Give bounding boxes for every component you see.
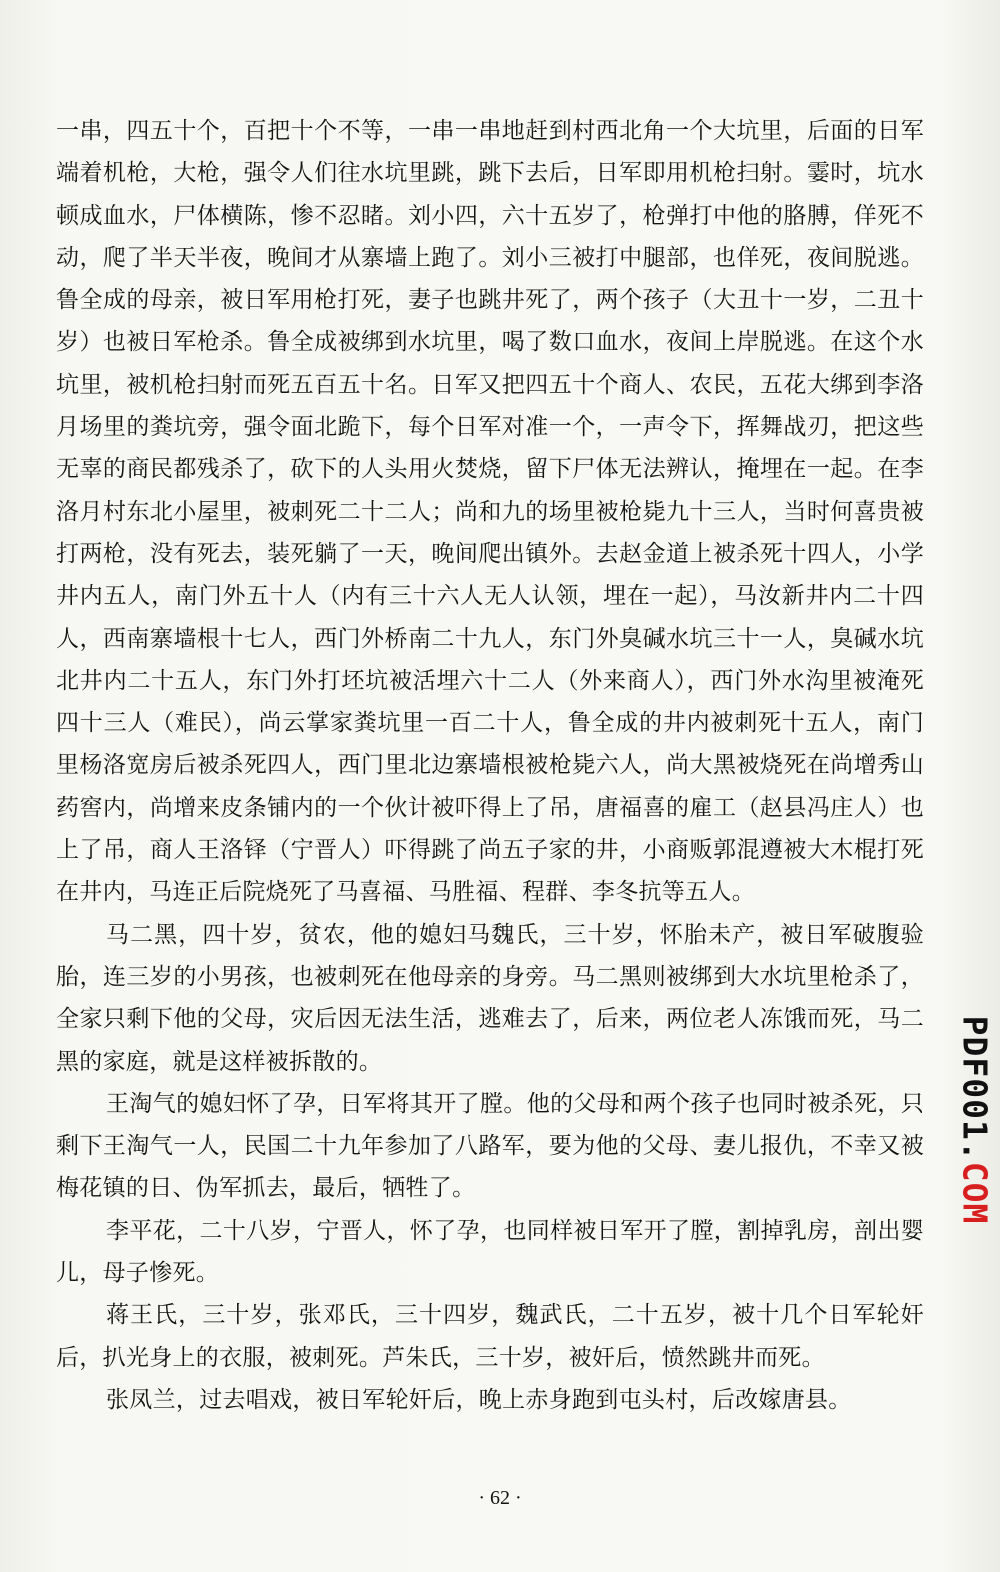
paragraph-massacre-account: 一串，四五十个，百把十个不等，一串一串地赶到村西北角一个大坑里，后面的日军端着机枪，大枪，强令人们往水坑里跳，跳下去后，日军即用机枪扫射。霎时，坑水顿成血水，尸体横陈，惨不忍睹。刘小四，六十五岁了，枪弹打中他的胳膊，佯死不动，爬了半天半夜，晚间才从寨墙上跑了。刘小三被打中腿部，也佯死，夜间脱逃。鲁全成的母亲，被日军用枪打死，妻子也跳井死了，两个孩子（大丑十一岁，二丑十岁）也被日军枪杀。鲁全成被绑到水坑里，喝了数口血水，夜间上岸脱逃。在这个水坑里，被机枪扫射而死五百五十名。日军又把四五十个商人、农民，五花大绑到李洛月场里的粪坑旁，强令面北跪下，每个日军对准一个，一声令下，挥舞战刃，把这些无辜的商民都残杀了，砍下的人头用火焚烧，留下尸体无法辨认，掩埋在一起。在李洛月村东北小屋里，被刺死二十二人；尚和九的场里被枪毙九十三人，当时何喜贵被打两枪，没有死去，装死躺了一天，晚间爬出镇外。去赵金道上被杀死十四人，小学井内五人，南门外五十人（内有三十六人无人认领，埋在一起），马汝新井内二十四人，西南寨墙根十七人，西门外桥南二十九人，东门外臭碱水坑三十一人，臭碱水坑北井内二十五人，东门外打坯坑被活埋六十二人（外来商人），西门外水沟里被淹死四十三人（难民），尚云掌家粪坑里一百二十人，鲁全成的井内被刺死十五人，南门里杨洛宽房后被杀死四人，西门里北边寨墙根被枪毙六人，尚大黑被烧死在尚增秀山药窖内，尚增来皮条铺内的一个伙计被吓得上了吊，唐福喜的雇工（赵县冯庄人）也上了吊，商人王洛铎（宁晋人）吓得跳了尚五子家的井，小商贩郭混遵被大木棍打死在井内，马连正后院烧死了马喜福、马胜福、程群、李冬抗等五人。 [56, 118, 924, 906]
body-text [56, 110, 924, 1421]
paragraph-jiang-wangshi: 蒋王氏，三十岁，张邓氏，三十四岁，魏武氏，二十五岁，被十几个日军轮奸后，扒光身上的衣服，被刺死。芦朱氏，三十岁，被奸后，愤然跳井而死。 [56, 1302, 924, 1371]
paragraph-zhang-fenglan: 张凤兰，过去唱戏，被日军轮奸后，晚上赤身跑到屯头村，后改嫁唐县。 [106, 1386, 852, 1413]
page-number: · 62 · [478, 1487, 522, 1509]
paragraph-wang-taoqi: 王淘气的媳妇怀了孕，日军将其开了膛。他的父母和两个孩子也同时被杀死，只剩下王淘气一人，民国二十九年参加了八路军，要为他的父母、妻儿报仇，不幸又被梅花镇的日、伪军抓去，最后，牺牲了。 [56, 1090, 924, 1202]
watermark-text [956, 1016, 995, 1225]
paragraph-ma-erhei: 马二黑，四十岁，贫农，他的媳妇马魏氏，三十岁，怀胎未产，被日军破腹验胎，连三岁的小男孩，也被刺死在他母亲的身旁。马二黑则被绑到大水坑里枪杀了，全家只剩下他的父母，灾后因无法生活，逃难去了，后来，两位老人冻饿而死，马二黑的家庭，就是这样被拆散的。 [56, 921, 924, 1075]
watermark-accent: COM [955, 1161, 995, 1225]
watermark-main: PDF001. [955, 1015, 995, 1162]
paragraph-li-pinghua: 李平花，二十八岁，宁晋人，怀了孕，也同样被日军开了膛，割掉乳房，剖出婴儿，母子惨死。 [56, 1217, 924, 1287]
watermark [955, 1015, 995, 1225]
